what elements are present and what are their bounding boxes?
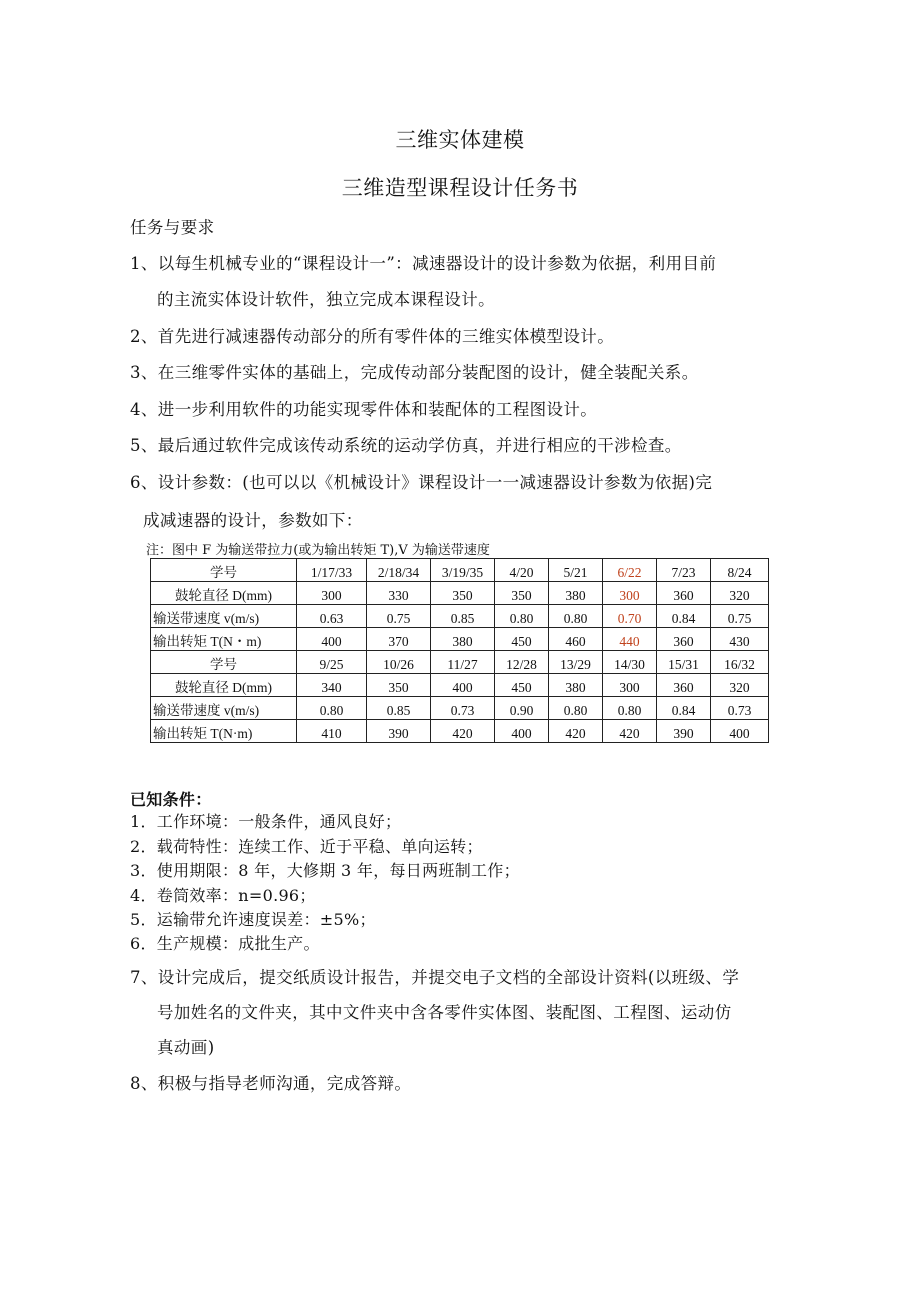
table-cell: 0.85	[367, 697, 431, 720]
table-cell: 300	[297, 582, 367, 605]
table-cell: 430	[711, 628, 769, 651]
table-cell: 400	[495, 720, 549, 743]
table-cell: 0.75	[711, 605, 769, 628]
item-6-line-2: 成减速器的设计，参数如下：	[143, 511, 363, 530]
table-cell: 300	[603, 674, 657, 697]
document-title: 三维实体建模	[395, 128, 525, 152]
row-label: 鼓轮直径 D(mm)	[151, 674, 297, 697]
row-label: 学号	[151, 559, 297, 582]
item-5: 5、最后通过软件完成该传动系统的运动学仿真，并进行相应的干涉检查。	[130, 436, 682, 455]
table-cell: 390	[657, 720, 711, 743]
table-cell: 0.84	[657, 697, 711, 720]
table-cell: 16/32	[711, 651, 769, 674]
row-label: 输出转矩 T(N・m)	[151, 628, 297, 651]
table-cell: 0.63	[297, 605, 367, 628]
table-row	[151, 605, 769, 628]
table-cell: 0.84	[657, 605, 711, 628]
table-cell: 0.73	[711, 697, 769, 720]
table-cell: 0.90	[495, 697, 549, 720]
table-cell: 6/22	[603, 559, 657, 582]
table-cell: 360	[657, 582, 711, 605]
item-7-line-2: 号加姓名的文件夹，其中文件夹中含各零件实体图、装配图、工程图、运动仿	[157, 1003, 732, 1022]
table-row	[151, 674, 769, 697]
table-row	[151, 720, 769, 743]
table-cell: 5/21	[549, 559, 603, 582]
table-cell: 13/29	[549, 651, 603, 674]
table-cell: 2/18/34	[367, 559, 431, 582]
table-cell: 420	[603, 720, 657, 743]
table-row	[151, 628, 769, 651]
conditions-heading: 已知条件：	[130, 790, 212, 809]
condition-5: 5．运输带允许速度误差：±5%；	[130, 910, 376, 929]
item-1-line-2: 的主流实体设计软件，独立完成本课程设计。	[157, 290, 495, 309]
table-note: 注：图中 F 为输送带拉力(或为输出转矩 T),V 为输送带速度	[146, 543, 490, 558]
table-cell: 380	[549, 582, 603, 605]
item-7-line-1: 7、设计完成后，提交纸质设计报告，并提交电子文档的全部设计资料(以班级、学	[130, 968, 740, 987]
item-8: 8、积极与指导老师沟通，完成答辩。	[130, 1074, 412, 1093]
item-3: 3、在三维零件实体的基础上，完成传动部分装配图的设计，健全装配关系。	[130, 363, 699, 382]
table-cell: 400	[297, 628, 367, 651]
table-cell: 4/20	[495, 559, 549, 582]
table-row	[151, 651, 769, 674]
table-cell: 390	[367, 720, 431, 743]
item-4: 4、进一步利用软件的功能实现零件体和装配体的工程图设计。	[130, 400, 598, 419]
table-cell: 460	[549, 628, 603, 651]
table-cell: 0.73	[431, 697, 495, 720]
table-cell: 10/26	[367, 651, 431, 674]
table-cell: 400	[431, 674, 495, 697]
row-label: 鼓轮直径 D(mm)	[151, 582, 297, 605]
table-cell: 0.80	[603, 697, 657, 720]
table-cell: 380	[431, 628, 495, 651]
table-cell: 3/19/35	[431, 559, 495, 582]
row-label: 输出转矩 T(N·m)	[151, 720, 297, 743]
table-cell: 380	[549, 674, 603, 697]
table-row	[151, 559, 769, 582]
table-cell: 0.80	[549, 697, 603, 720]
table-cell: 7/23	[657, 559, 711, 582]
row-label: 学号	[151, 651, 297, 674]
condition-4: 4．卷筒效率：n=0.96；	[130, 886, 316, 905]
table-cell: 14/30	[603, 651, 657, 674]
table-cell: 0.80	[297, 697, 367, 720]
table-cell: 300	[603, 582, 657, 605]
row-label: 输送带速度 v(m/s)	[151, 605, 297, 628]
table-cell: 330	[367, 582, 431, 605]
table-cell: 8/24	[711, 559, 769, 582]
table-cell: 1/17/33	[297, 559, 367, 582]
table-cell: 400	[711, 720, 769, 743]
table-cell: 11/27	[431, 651, 495, 674]
table-cell: 0.75	[367, 605, 431, 628]
document-subtitle: 三维造型课程设计任务书	[341, 176, 579, 200]
section-heading: 任务与要求	[130, 218, 215, 237]
table-cell: 360	[657, 628, 711, 651]
table-cell: 360	[657, 674, 711, 697]
table-cell: 0.85	[431, 605, 495, 628]
table-cell: 440	[603, 628, 657, 651]
table-cell: 9/25	[297, 651, 367, 674]
table-cell: 420	[549, 720, 603, 743]
item-6-line-1: 6、设计参数：(也可以以《机械设计》课程设计一一减速器设计参数为依据)完	[130, 473, 713, 492]
condition-6: 6．生产规模：成批生产。	[130, 934, 320, 953]
table-cell: 12/28	[495, 651, 549, 674]
row-label: 输送带速度 v(m/s)	[151, 697, 297, 720]
item-7-line-3: 真动画)	[157, 1038, 215, 1057]
condition-1: 1．工作环境：一般条件，通风良好；	[130, 812, 402, 831]
table-cell: 450	[495, 628, 549, 651]
parameter-table-body	[151, 559, 769, 743]
table-cell: 370	[367, 628, 431, 651]
table-cell: 320	[711, 674, 769, 697]
table-cell: 320	[711, 582, 769, 605]
table-cell: 350	[431, 582, 495, 605]
table-cell: 0.80	[495, 605, 549, 628]
table-cell: 450	[495, 674, 549, 697]
table-cell: 0.70	[603, 605, 657, 628]
table-cell: 420	[431, 720, 495, 743]
item-2: 2、首先进行减速器传动部分的所有零件体的三维实体模型设计。	[130, 327, 615, 346]
table-cell: 350	[495, 582, 549, 605]
table-cell: 0.80	[549, 605, 603, 628]
item-1-line-1: 1、以每生机械专业的“课程设计一”：减速器设计的设计参数为依据，利用目前	[130, 254, 717, 273]
parameter-table	[150, 558, 769, 743]
table-cell: 340	[297, 674, 367, 697]
table-cell: 15/31	[657, 651, 711, 674]
table-row	[151, 582, 769, 605]
table-cell: 410	[297, 720, 367, 743]
table-cell: 350	[367, 674, 431, 697]
condition-2: 2．载荷特性：连续工作、近于平稳、单向运转；	[130, 837, 483, 856]
table-row	[151, 697, 769, 720]
condition-3: 3．使用期限：8 年，大修期 3 年，每日两班制工作；	[130, 861, 520, 880]
